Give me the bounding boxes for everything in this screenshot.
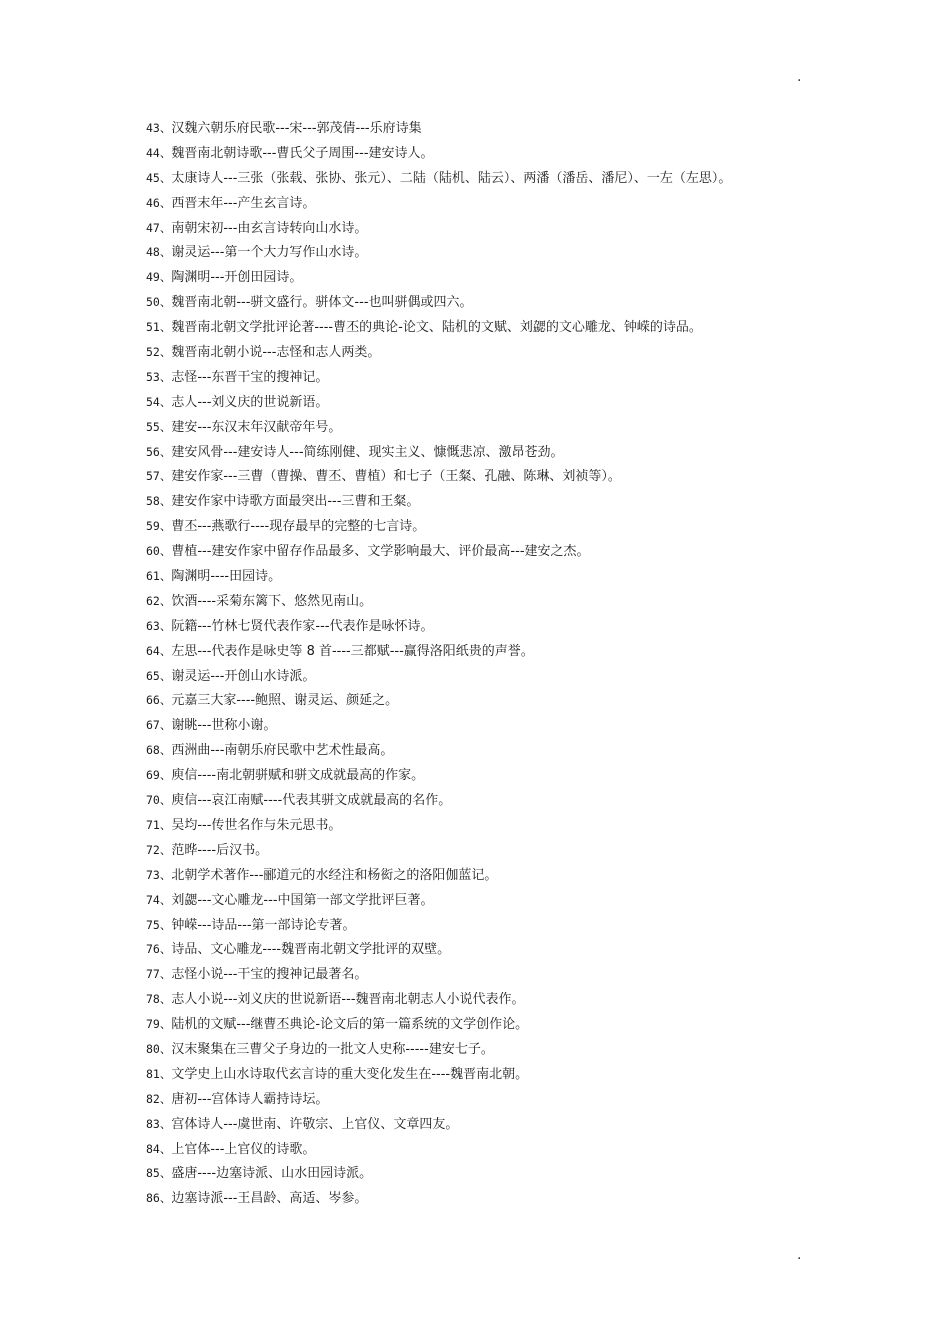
list-item (146, 315, 866, 340)
list-item-text: 志人小说---刘义庆的世说新语---魏晋南北朝志人小说代表作。 (171, 992, 525, 1008)
list-item (146, 1037, 866, 1062)
list-item (146, 688, 866, 713)
list-item-text: 范晔----后汉书。 (171, 842, 269, 858)
list-item-number: 80、 (146, 1041, 172, 1056)
list-item-text: 曹植---建安作家中留存作品最多、文学影响最大、评价最高---建安之杰。 (171, 544, 590, 560)
list-item-number: 71、 (146, 817, 172, 832)
bottom-corner-mark: . (797, 1247, 802, 1263)
list-item-text: 陶渊明----田园诗。 (171, 569, 282, 585)
list-item-text: 庾信---哀江南赋----代表其骈文成就最高的名作。 (171, 793, 452, 809)
list-item-text: 汉末聚集在三曹父子身边的一批文人史称-----建安七子。 (171, 1041, 494, 1057)
list-item (146, 614, 866, 639)
list-item-number: 72、 (146, 842, 172, 857)
list-item-number: 46、 (146, 195, 172, 210)
list-item (146, 514, 866, 539)
list-item-number: 79、 (146, 1017, 172, 1032)
list-item-text: 汉魏六朝乐府民歌---宋---郭茂倩---乐府诗集 (171, 121, 422, 136)
list-item-number: 68、 (146, 743, 172, 758)
list-item-text: 陶渊明---开创田园诗。 (171, 270, 303, 286)
list-item (146, 464, 866, 489)
list-item-number: 44、 (146, 145, 172, 160)
list-item-text: 庾信----南北朝骈赋和骈文成就最高的作家。 (171, 768, 425, 784)
list-item-text: 魏晋南北朝小说---志怪和志人两类。 (171, 345, 381, 361)
list-item (146, 788, 866, 813)
list-item-text: 文学史上山水诗取代玄言诗的重大变化发生在----魏晋南北朝。 (171, 1066, 529, 1082)
list-item-text: 陆机的文赋---继曹丕典论-论文后的第一篇系统的文学创作论。 (171, 1017, 529, 1033)
list-item-number: 67、 (146, 718, 172, 733)
list-item-text: 谢灵运---第一个大力写作山水诗。 (171, 245, 368, 261)
list-item (146, 365, 866, 390)
list-item-number: 59、 (146, 519, 172, 534)
list-item (146, 888, 866, 913)
list-item-number: 58、 (146, 494, 172, 509)
list-item (146, 1137, 866, 1162)
list-item-number: 56、 (146, 444, 172, 459)
list-item (146, 639, 866, 664)
list-item (146, 1012, 866, 1037)
list-item-text: 太康诗人---三张（张载、张协、张元）、二陆（陆机、陆云）、两潘（潘岳、潘尼）、一左（左思）。 (171, 170, 732, 186)
list-item-number: 82、 (146, 1091, 172, 1106)
list-item-number: 50、 (146, 295, 172, 310)
list-item-number: 53、 (146, 369, 172, 384)
list-item (146, 838, 866, 863)
list-item-text: 边塞诗派---王昌龄、高适、岑参。 (171, 1191, 368, 1207)
list-item-number: 45、 (146, 170, 172, 185)
list-item-number: 83、 (146, 1116, 172, 1131)
list-item-number: 84、 (146, 1141, 172, 1156)
list-item-number: 75、 (146, 917, 172, 932)
list-item-number: 65、 (146, 668, 172, 683)
list-item (146, 240, 866, 265)
list-item (146, 216, 866, 241)
list-item-number: 66、 (146, 693, 172, 708)
list-item (146, 589, 866, 614)
list-item-number: 86、 (146, 1191, 172, 1206)
list-item (146, 166, 866, 191)
list-item-number: 49、 (146, 270, 172, 285)
list-item-number: 74、 (146, 892, 172, 907)
list-item-number: 51、 (146, 320, 172, 335)
list-item-number: 60、 (146, 544, 172, 559)
list-item-number: 85、 (146, 1166, 172, 1181)
list-item (146, 340, 866, 365)
list-item-number: 47、 (146, 220, 172, 235)
list-item-text: 志怪---东晋干宝的搜神记。 (171, 369, 329, 385)
list-item-number: 70、 (146, 793, 172, 808)
list-item-number: 69、 (146, 768, 172, 783)
list-item (146, 539, 866, 564)
list-item (146, 763, 866, 788)
list-item-number: 55、 (146, 419, 172, 434)
top-corner-mark: . (797, 69, 802, 85)
list-item-text: 阮籍---竹林七贤代表作家---代表作是咏怀诗。 (171, 618, 434, 634)
list-item-text: 诗品、文心雕龙----魏晋南北朝文学批评的双壁。 (171, 942, 451, 958)
list-item-text: 上官体---上官仪的诗歌。 (171, 1141, 316, 1157)
list-item (146, 390, 866, 415)
list-item-text: 谢眺---世称小谢。 (171, 718, 277, 734)
list-item (146, 1112, 866, 1137)
list-item (146, 265, 866, 290)
list-item-text: 魏晋南北朝诗歌---曹氏父子周围---建安诗人。 (171, 145, 434, 161)
list-item-text: 北朝学术著作---郦道元的水经注和杨衒之的洛阳伽蓝记。 (171, 867, 498, 883)
list-item-text: 西晋末年---产生玄言诗。 (171, 195, 316, 211)
list-item (146, 913, 866, 938)
list-item (146, 937, 866, 962)
list-item-text: 饮酒----采菊东篱下、悠然见南山。 (171, 593, 373, 609)
list-item-number: 54、 (146, 394, 172, 409)
list-item-number: 78、 (146, 992, 172, 1007)
list-item-text: 建安作家---三曹（曹操、曹丕、曹植）和七子（王粲、孔融、陈琳、刘祯等）。 (171, 469, 621, 485)
list-item-text: 钟嵘---诗品---第一部诗论专著。 (171, 917, 356, 933)
list-item-text: 元嘉三大家----鲍照、谢灵运、颜延之。 (171, 693, 399, 709)
list-item-text: 魏晋南北朝文学批评论著----曹丕的典论-论文、陆机的文赋、刘勰的文心雕龙、钟嵘的诗品。 (171, 320, 702, 336)
list-item-number: 73、 (146, 867, 172, 882)
list-item-text: 盛唐----边塞诗派、山水田园诗派。 (171, 1166, 373, 1182)
list-item (146, 738, 866, 763)
list-item (146, 564, 866, 589)
list-item-text: 南朝宋初---由玄言诗转向山水诗。 (171, 220, 368, 236)
list-item (146, 987, 866, 1012)
list-item (146, 664, 866, 689)
list-item-number: 52、 (146, 345, 172, 360)
list-item (146, 962, 866, 987)
list-item-number: 81、 (146, 1066, 172, 1081)
list-item-number: 48、 (146, 245, 172, 260)
list-item (146, 713, 866, 738)
list-item-text: 建安---东汉末年汉献帝年号。 (171, 419, 342, 435)
list-item-number: 76、 (146, 942, 172, 957)
list-item-number: 64、 (146, 643, 172, 658)
list-item (146, 440, 866, 465)
list-item-text: 建安作家中诗歌方面最突出---三曹和王粲。 (171, 494, 420, 510)
list-item (146, 813, 866, 838)
list-item-number: 77、 (146, 967, 172, 982)
list-item-text: 宫体诗人---虞世南、许敬宗、上官仪、文章四友。 (171, 1116, 459, 1132)
list-item (146, 1087, 866, 1112)
list-item-text: 曹丕---燕歌行----现存最早的完整的七言诗。 (171, 519, 426, 535)
list-item-number: 62、 (146, 593, 172, 608)
list-item (146, 1186, 866, 1211)
list-item-number: 43、 (146, 121, 172, 135)
list-item-text: 唐初---宫体诗人霸持诗坛。 (171, 1091, 329, 1107)
list-item-text: 刘勰---文心雕龙---中国第一部文学批评巨著。 (171, 892, 434, 908)
list-item-text: 魏晋南北朝---骈文盛行。骈体文---也叫骈偶或四六。 (171, 295, 473, 311)
list-item-text: 建安风骨---建安诗人---简练刚健、现实主义、慷慨悲凉、激昂苍劲。 (171, 444, 564, 460)
list-item (146, 415, 866, 440)
list-item-number: 57、 (146, 469, 172, 484)
list-item (146, 290, 866, 315)
numbered-list (146, 116, 866, 1211)
list-item (146, 1161, 866, 1186)
list-item-text: 西洲曲---南朝乐府民歌中艺术性最高。 (171, 743, 394, 759)
list-item-text: 志怪小说---干宝的搜神记最著名。 (171, 967, 368, 983)
list-item (146, 489, 866, 514)
list-item-text: 谢灵运---开创山水诗派。 (171, 668, 316, 684)
list-item (146, 141, 866, 166)
list-item (146, 1062, 866, 1087)
list-item-number: 63、 (146, 618, 172, 633)
list-item-text: 吴均---传世名作与朱元思书。 (171, 817, 342, 833)
list-item (146, 116, 866, 141)
list-item-text: 左思---代表作是咏史等 8 首----三都赋---赢得洛阳纸贵的声誉。 (171, 643, 534, 659)
list-item-number: 61、 (146, 569, 172, 584)
list-item-text: 志人---刘义庆的世说新语。 (171, 394, 329, 410)
list-item (146, 191, 866, 216)
list-item (146, 863, 866, 888)
